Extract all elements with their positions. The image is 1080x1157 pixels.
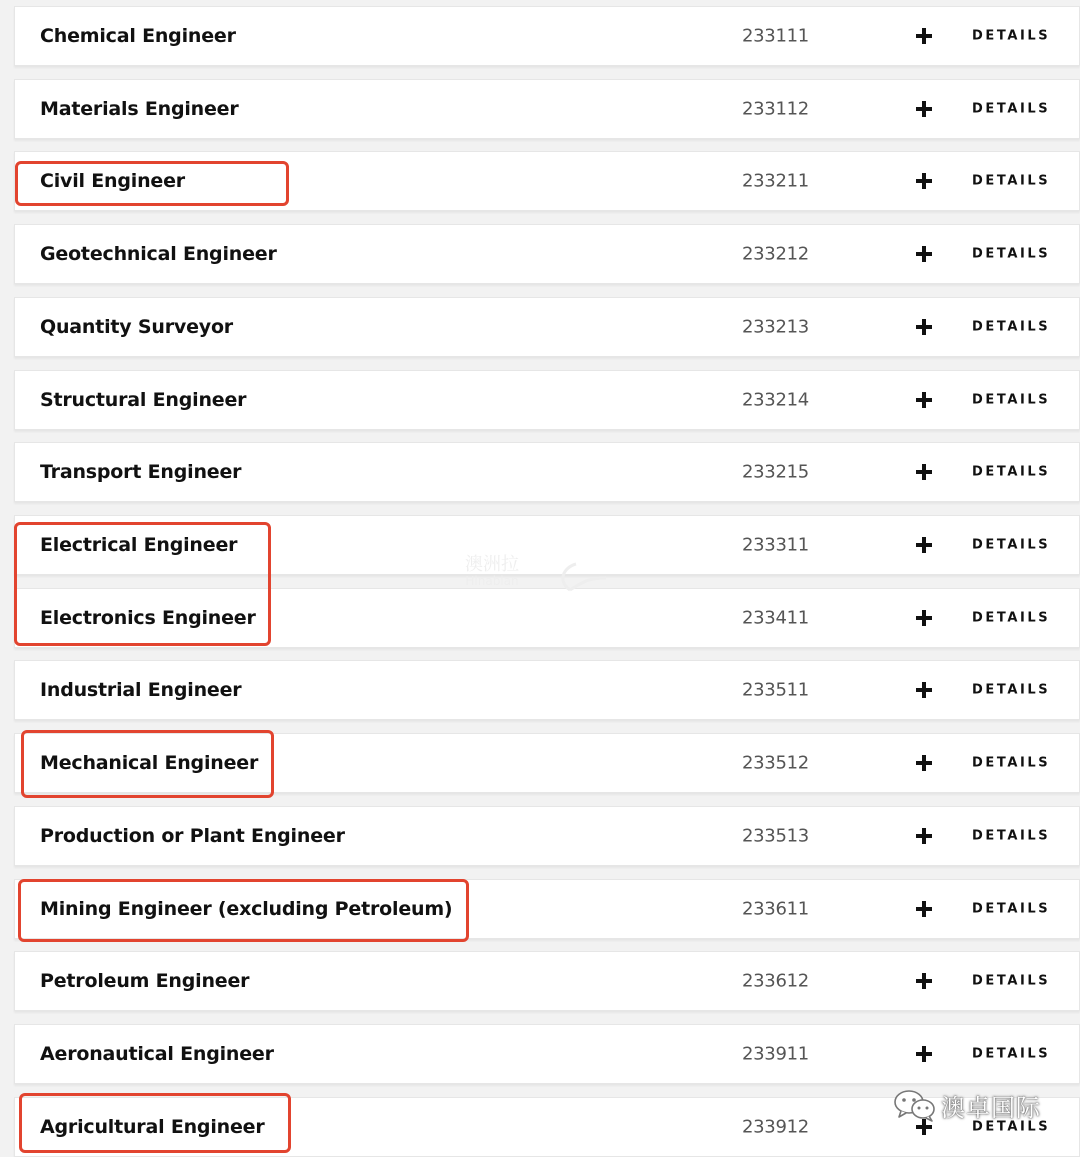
occupation-row (14, 370, 1080, 430)
occupation-row (14, 79, 1080, 139)
plus-icon[interactable] (915, 463, 933, 481)
plus-icon[interactable] (915, 27, 933, 45)
plus-icon[interactable] (915, 318, 933, 336)
details-button[interactable]: DETAILS (972, 828, 1051, 844)
occupation-row (14, 6, 1080, 66)
occupation-title: Production or Plant Engineer (40, 825, 345, 847)
occupation-title: Quantity Surveyor (40, 316, 233, 338)
plus-icon[interactable] (915, 827, 933, 845)
plus-icon[interactable] (915, 100, 933, 118)
occupation-row (14, 151, 1080, 211)
occupation-title: Petroleum Engineer (40, 970, 250, 992)
occupation-code: 233411 (742, 607, 809, 629)
occupation-title: Chemical Engineer (40, 25, 236, 47)
details-button[interactable]: DETAILS (972, 173, 1051, 189)
occupation-row (14, 515, 1080, 575)
occupation-title: Structural Engineer (40, 389, 247, 411)
occupation-row (14, 224, 1080, 284)
occupation-code: 233112 (742, 98, 809, 120)
occupation-title: Geotechnical Engineer (40, 243, 277, 265)
occupation-code: 233513 (742, 825, 809, 847)
plus-icon[interactable] (915, 754, 933, 772)
occupation-row (14, 588, 1080, 648)
plus-icon[interactable] (915, 536, 933, 554)
details-button[interactable]: DETAILS (972, 682, 1051, 698)
occupation-code: 233311 (742, 534, 809, 556)
occupation-row (14, 879, 1080, 939)
occupation-code: 233611 (742, 898, 809, 920)
occupation-title: Agricultural Engineer (40, 1116, 265, 1138)
details-button[interactable]: DETAILS (972, 755, 1051, 771)
plus-icon[interactable] (915, 172, 933, 190)
occupation-title: Materials Engineer (40, 98, 239, 120)
plus-icon[interactable] (915, 245, 933, 263)
occupation-title: Electronics Engineer (40, 607, 256, 629)
occupation-row (14, 297, 1080, 357)
details-button[interactable]: DETAILS (972, 537, 1051, 553)
occupation-title: Aeronautical Engineer (40, 1043, 274, 1065)
occupation-code: 233512 (742, 752, 809, 774)
occupation-title: Transport Engineer (40, 461, 242, 483)
occupation-row (14, 733, 1080, 793)
details-button[interactable]: DETAILS (972, 246, 1051, 262)
occupation-title: Civil Engineer (40, 170, 185, 192)
plus-icon[interactable] (915, 609, 933, 627)
occupation-code: 233511 (742, 679, 809, 701)
occupation-row (14, 1024, 1080, 1084)
plus-icon[interactable] (915, 1118, 933, 1136)
watermark-cn: 澳洲拉 (465, 554, 519, 575)
plus-icon[interactable] (915, 900, 933, 918)
occupation-row (14, 806, 1080, 866)
occupation-code: 233211 (742, 170, 809, 192)
plus-icon[interactable] (915, 972, 933, 990)
details-button[interactable]: DETAILS (972, 610, 1051, 626)
details-button[interactable]: DETAILS (972, 901, 1051, 917)
occupation-row (14, 1097, 1080, 1157)
details-button[interactable]: DETAILS (972, 973, 1051, 989)
occupation-code: 233912 (742, 1116, 809, 1138)
occupation-row (14, 660, 1080, 720)
details-button[interactable]: DETAILS (972, 101, 1051, 117)
occupation-code: 233213 (742, 316, 809, 338)
occupation-title: Electrical Engineer (40, 534, 238, 556)
details-button[interactable]: DETAILS (972, 1119, 1051, 1135)
plus-icon[interactable] (915, 681, 933, 699)
occupation-code: 233911 (742, 1043, 809, 1065)
occupation-code: 233212 (742, 243, 809, 265)
occupation-code: 233111 (742, 25, 809, 47)
details-button[interactable]: DETAILS (972, 1046, 1051, 1062)
occupation-code: 233215 (742, 461, 809, 483)
occupation-row (14, 951, 1080, 1011)
details-button[interactable]: DETAILS (972, 464, 1051, 480)
occupation-title: Mining Engineer (excluding Petroleum) (40, 898, 453, 920)
occupation-code: 233214 (742, 389, 809, 411)
watermark-en: Hinabian (465, 573, 519, 588)
occupation-row (14, 442, 1080, 502)
details-button[interactable]: DETAILS (972, 28, 1051, 44)
details-button[interactable]: DETAILS (972, 392, 1051, 408)
plus-icon[interactable] (915, 391, 933, 409)
occupation-title: Industrial Engineer (40, 679, 242, 701)
brand-name: 澳卓国际 (941, 1093, 1041, 1122)
plus-icon[interactable] (915, 1045, 933, 1063)
details-button[interactable]: DETAILS (972, 319, 1051, 335)
occupation-title: Mechanical Engineer (40, 752, 259, 774)
occupation-code: 233612 (742, 970, 809, 992)
